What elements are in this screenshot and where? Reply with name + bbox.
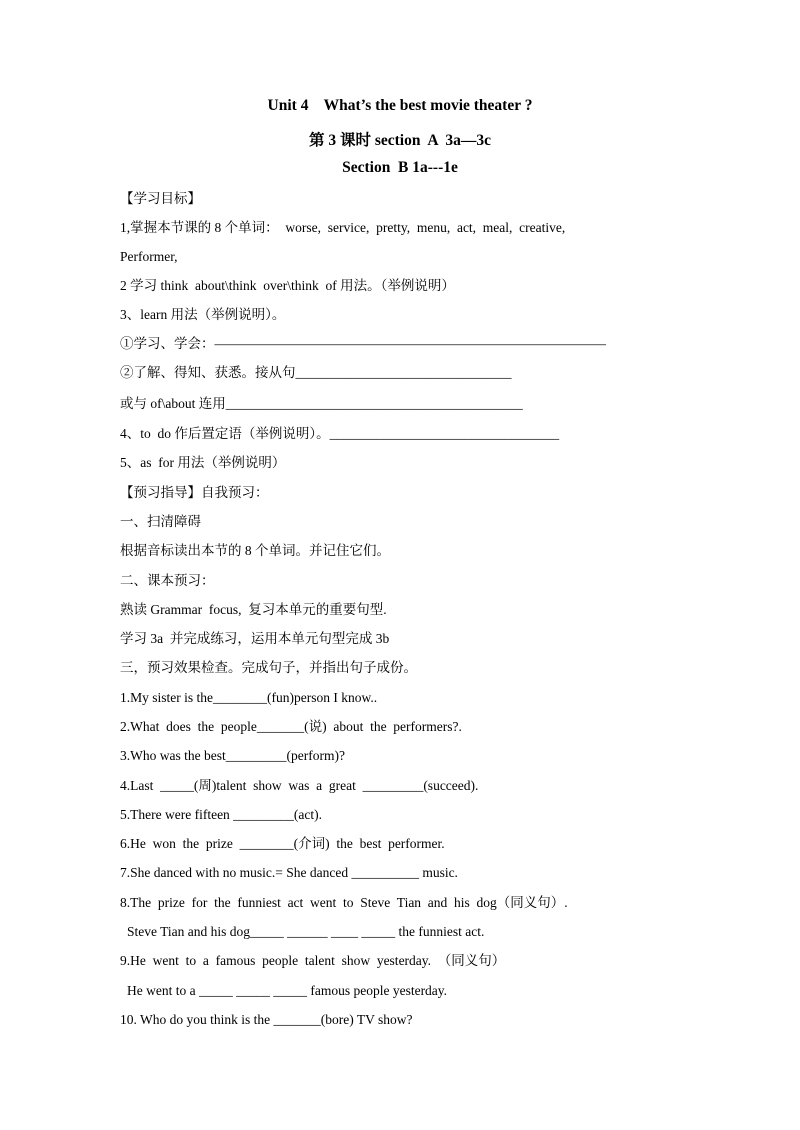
- goal-5: 5、as for 用法（举例说明）: [120, 455, 286, 470]
- heading-learning-goals: 【学习目标】: [120, 191, 201, 206]
- goal-4: 4、to do 作后置定语（举例说明）。__________________________________: [120, 426, 560, 441]
- exercise-9: 9.He went to a famous people talent show yesterday. （同义句）: [120, 953, 506, 968]
- goal-1: 1,掌握本节课的 8 个单词： worse, service, pretty, menu, act, meal, creative,: [120, 220, 566, 235]
- exercise-8-answer-line: Steve Tian and his dog_____ ______ ____ _____ the funniest act.: [127, 924, 485, 939]
- exercise-8: 8.The prize for the funniest act went to Steve Tian and his dog（同义句）.: [120, 895, 568, 910]
- goal-3-item-2-continued: 或与 of\about 连用____________________________________________: [120, 396, 523, 411]
- goal-2: 2 学习 think about\think over\think of 用法。（举例说明）: [120, 278, 455, 293]
- unit-title: Unit 4 What’s the best movie theater ?: [267, 97, 533, 114]
- exercise-4: 4.Last _____(周)talent show was a great _________(succeed).: [120, 778, 479, 793]
- exercise-1: 1.My sister is the________(fun)person I know..: [120, 690, 378, 705]
- exercise-5: 5.There were fifteen _________(act).: [120, 807, 323, 822]
- goal-3-item-1: ①学习、学会：—————————————————————————————: [120, 336, 606, 351]
- goal-1-continued: Performer,: [120, 249, 178, 264]
- subheading-clear-obstacles: 一、扫清障碍: [120, 514, 201, 529]
- heading-preview-guide: 【预习指导】自我预习：: [120, 485, 269, 500]
- exercise-7: 7.She danced with no music.= She danced __________ music.: [120, 865, 458, 880]
- subheading-check: 三，预习效果检查。完成句子，并指出句子成份。: [120, 660, 417, 675]
- exercise-2: 2.What does the people_______(说) about the performers?.: [120, 719, 462, 734]
- subheading-textbook-preview: 二、课本预习：: [120, 573, 215, 588]
- goal-3-item-2: ②了解、得知、获悉。接从句________________________________: [120, 365, 512, 380]
- exercise-9-answer-line: He went to a _____ _____ _____ famous people yesterday.: [127, 983, 448, 998]
- exercise-10: 10. Who do you think is the _______(bore) TV show?: [120, 1012, 413, 1027]
- lesson-title: 第 3 课时 section A 3a—3c: [308, 132, 492, 149]
- goal-3: 3、learn 用法（举例说明）。: [120, 307, 286, 322]
- section-title: Section B 1a---1e: [342, 159, 458, 176]
- exercise-6: 6.He won the prize ________(介词) the best performer.: [120, 836, 445, 851]
- instruction-read-words: 根据音标读出本节的 8 个单词。并记住它们。: [120, 543, 390, 558]
- instruction-study-3a: 学习 3a 并完成练习，运用本单元句型完成 3b: [120, 631, 390, 646]
- instruction-grammar-focus: 熟读 Grammar focus, 复习本单元的重要句型.: [120, 602, 387, 617]
- exercise-3: 3.Who was the best_________(perform)?: [120, 748, 345, 763]
